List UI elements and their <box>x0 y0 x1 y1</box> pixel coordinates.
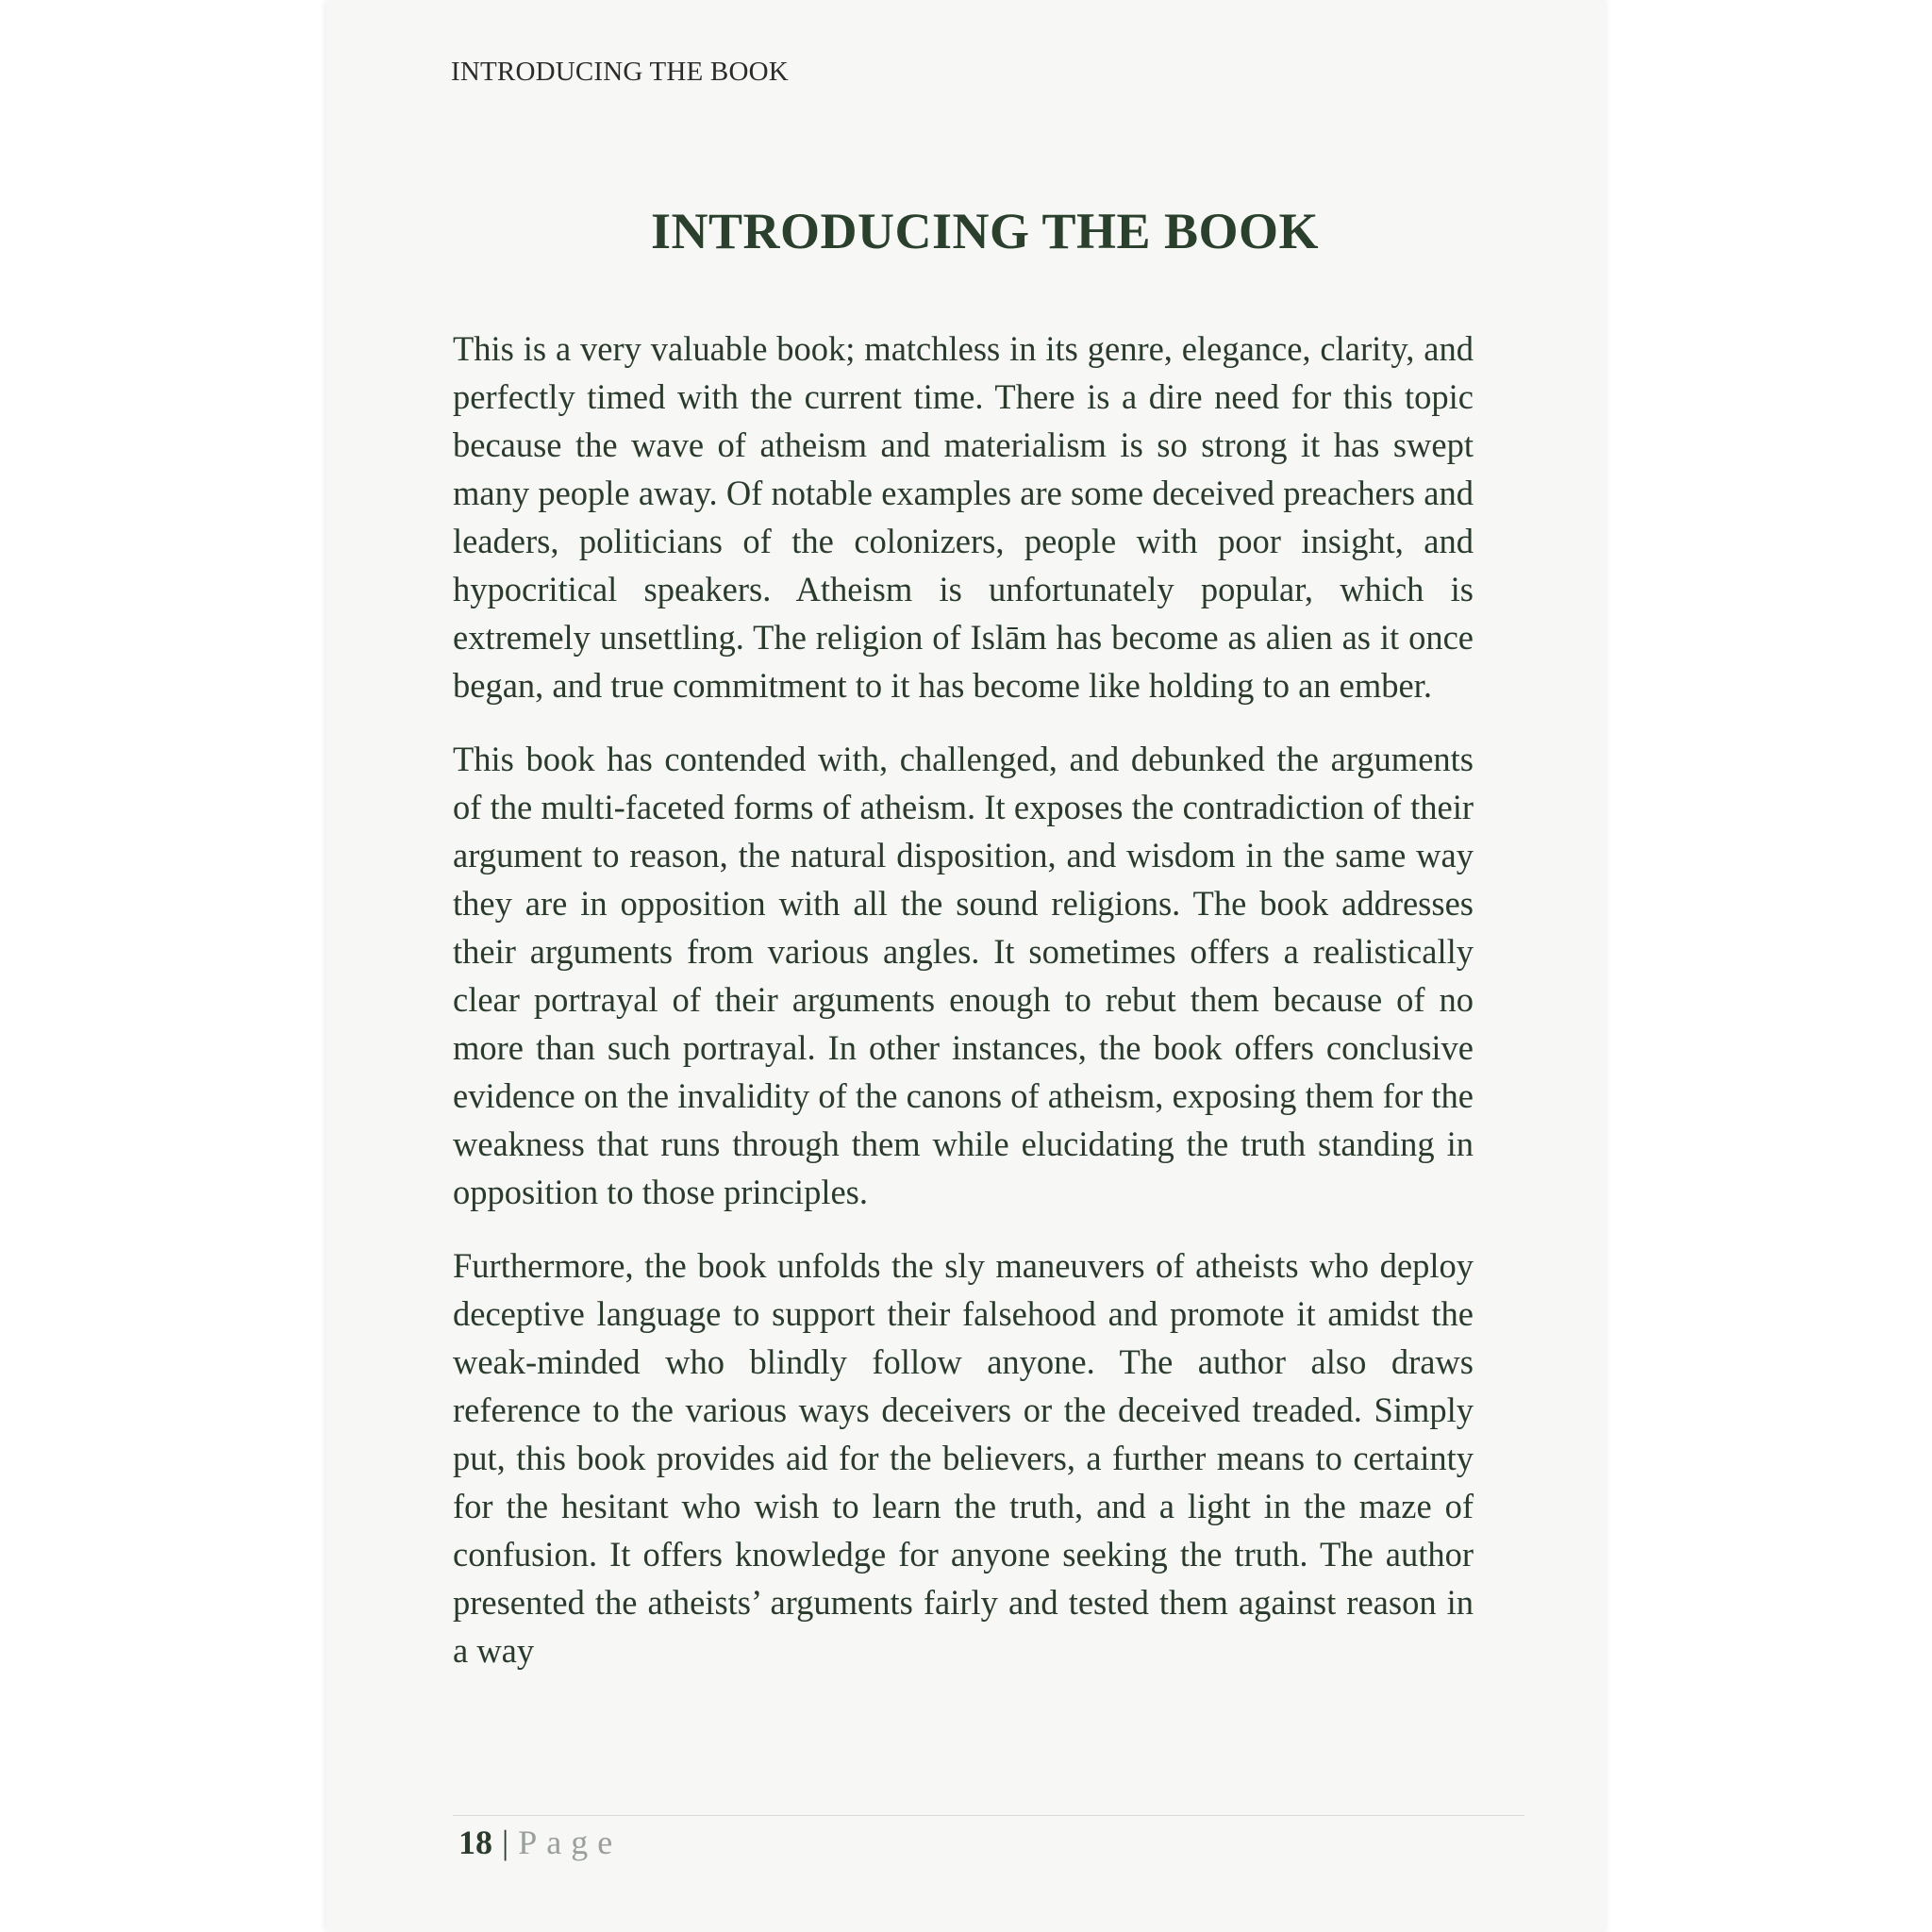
page-footer <box>458 1823 622 1862</box>
page-word: Page <box>518 1824 623 1861</box>
running-head: INTRODUCING THE BOOK <box>451 57 789 87</box>
footer-rule <box>453 1815 1524 1816</box>
book-page <box>326 0 1606 1932</box>
folio-separator: | <box>502 1824 509 1861</box>
page-number: 18 <box>458 1824 492 1861</box>
paragraph-2: This book has contended with, challenged, and debunked the arguments of the multi-faceted forms of atheism. It exposes the contradiction of their argument to reason, the natural disposition, and wisdom in the same way they are in opposition with all the sound religions. The book addresses their arguments from various angles. It sometimes offers a realistically clear portrayal of their arguments enough to rebut them because of no more than such portrayal. In other instances, the book offers conclusive evidence on the invalidity of the canons of atheism, exposing them for the weakness that runs through them while elucidating the truth standing in opposition to those principles. <box>453 740 1474 1211</box>
body-text <box>453 325 1474 1700</box>
paragraph-3: Furthermore, the book unfolds the sly maneuvers of atheists who deploy deceptive language to support their falsehood and promote it amidst the weak-minded who blindly follow anyone. The author also draws reference to the various ways deceivers or the deceived treaded. Simply put, this book provides aid for the believers, a further means to certainty for the hesitant who wish to learn the truth, and a light in the maze of confusion. It offers knowledge for anyone seeking the truth. The author presented the atheists’ arguments fairly and tested them against reason in a way <box>453 1246 1474 1670</box>
chapter-title: INTRODUCING THE BOOK <box>650 203 1320 260</box>
paragraph-1: This is a very valuable book; matchless in its genre, elegance, clarity, and perfectly timed with the current time. There is a dire need for this topic because the wave of atheism and materialism is so strong it has swept many people away. Of notable examples are some deceived preachers and leaders, politicians of the colonizers, people with poor insight, and hypocritical speakers. Atheism is unfortunately popular, which is extremely unsettling. The religion of Islām has become as alien as it once began, and true commitment to it has become like holding to an ember. <box>453 329 1474 705</box>
